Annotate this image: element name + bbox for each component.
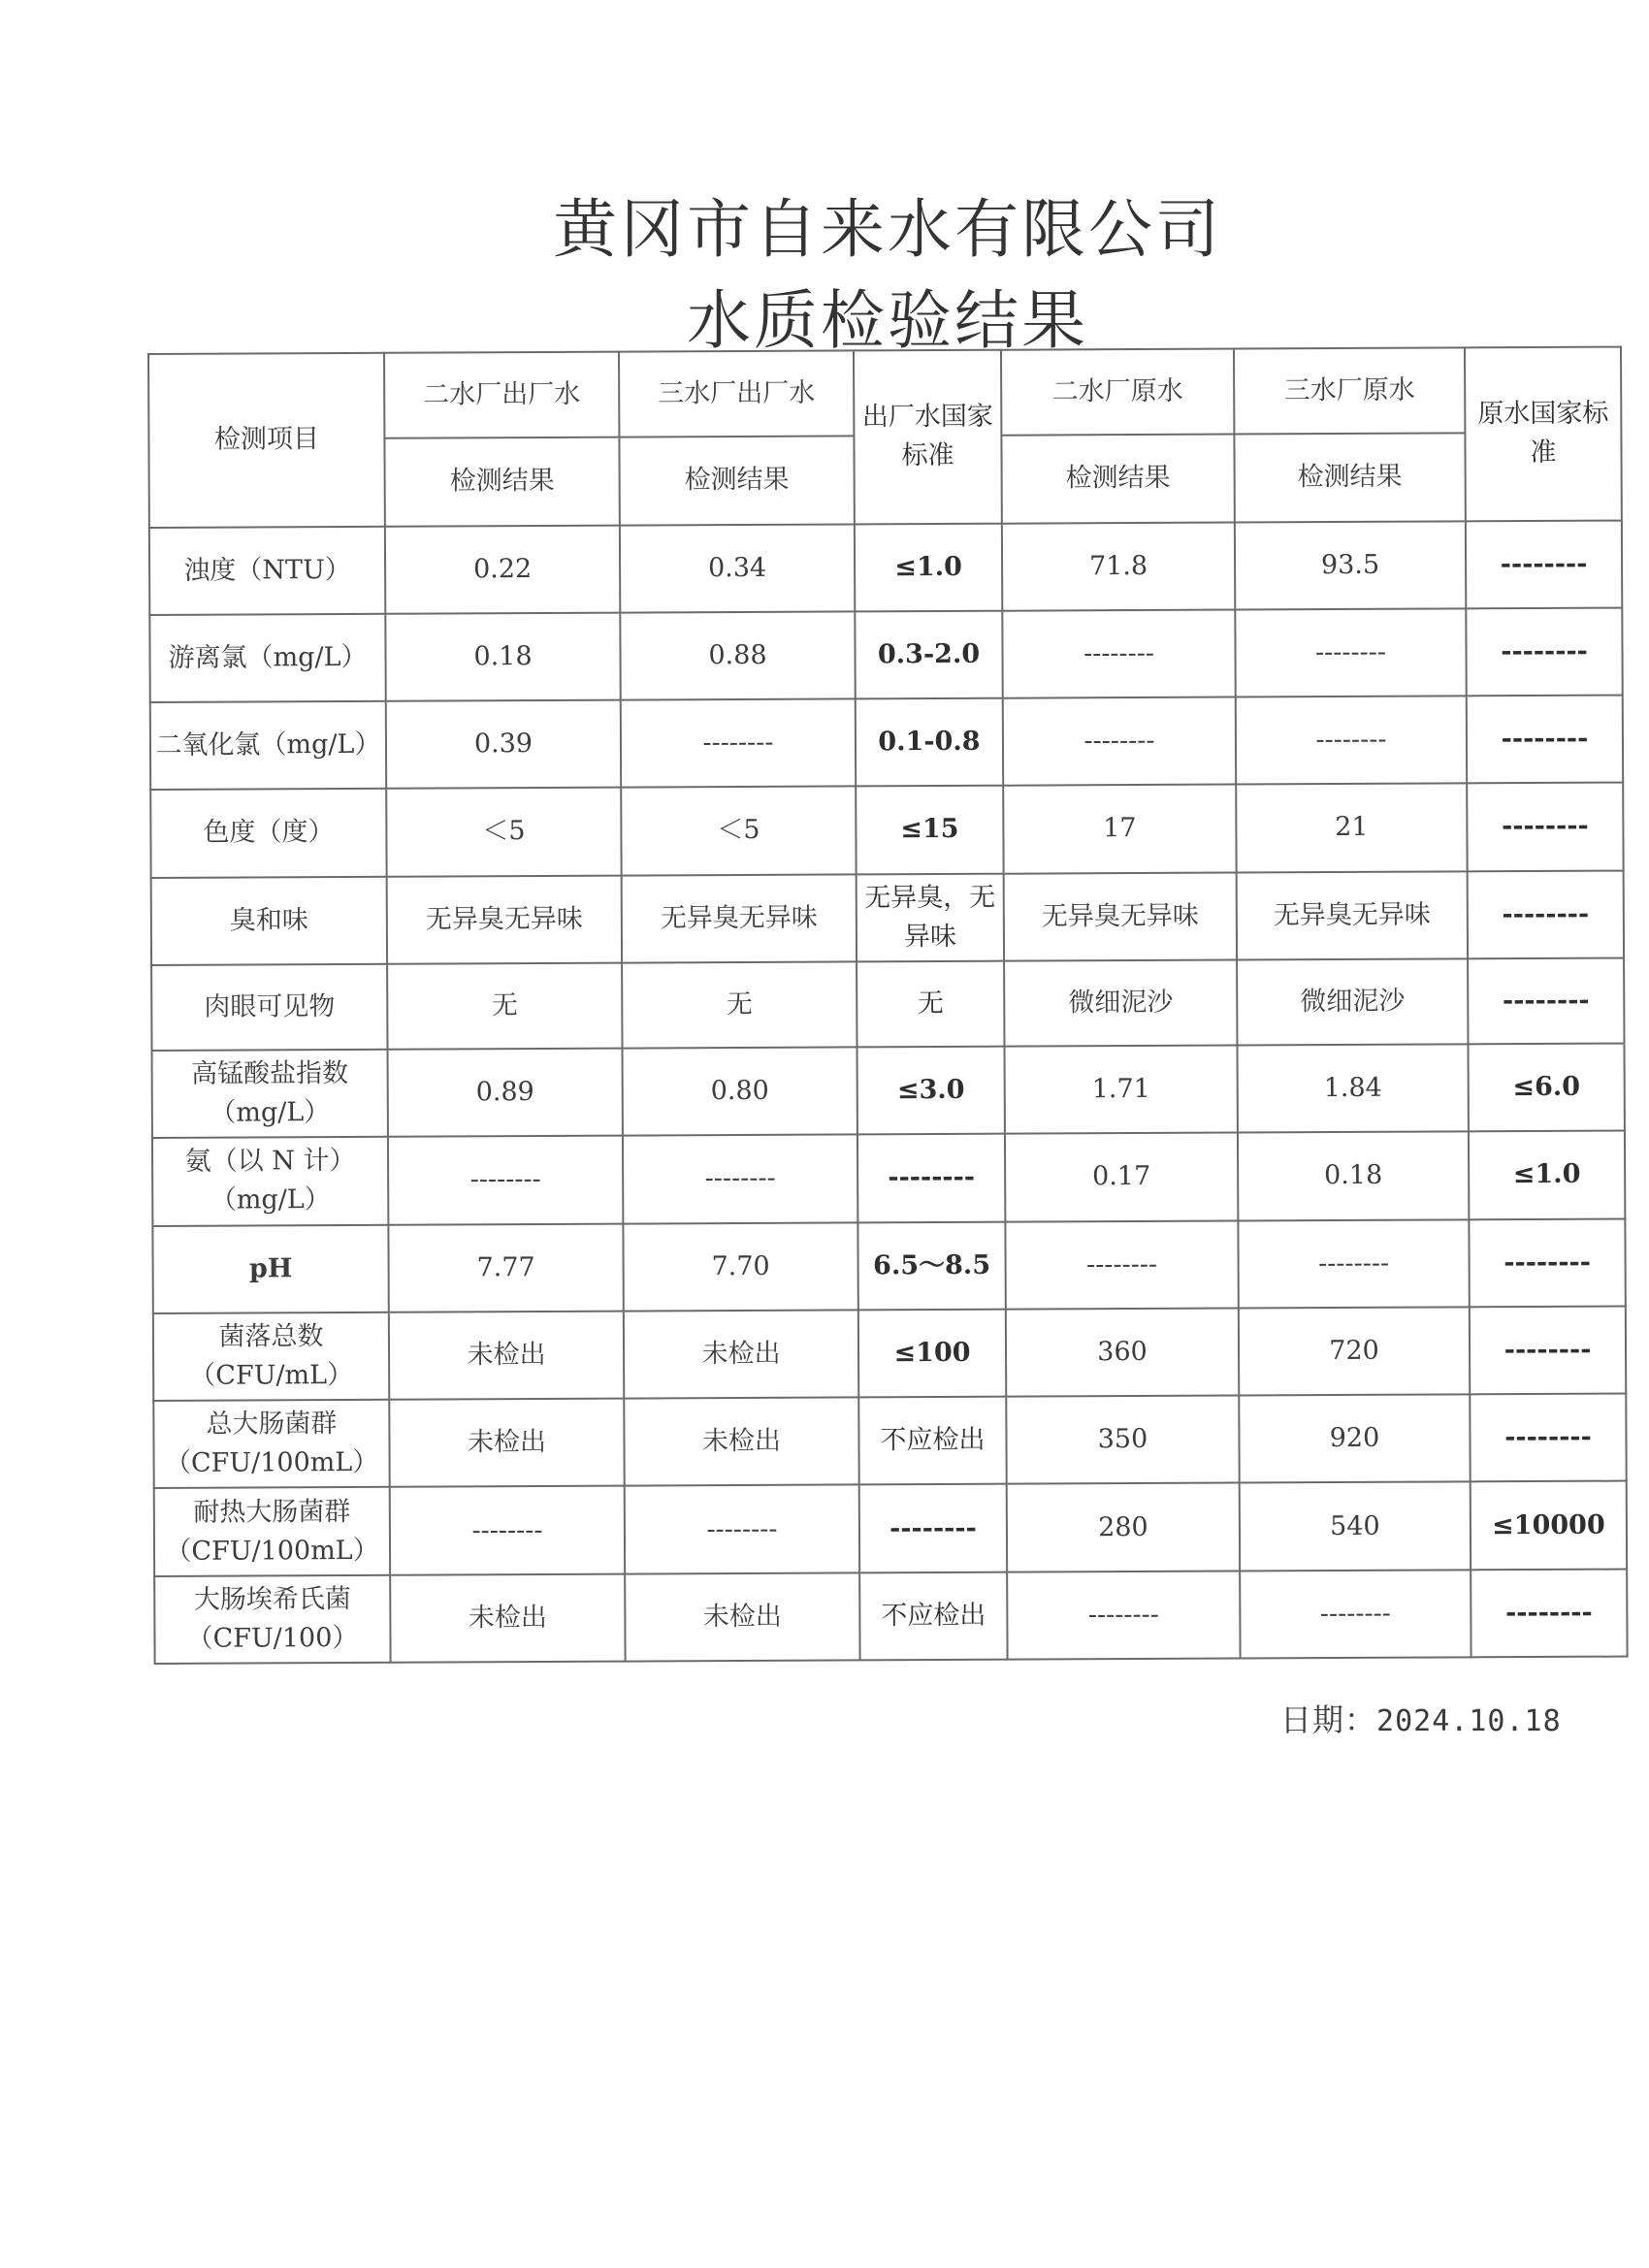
plant2-out-value: 0.89: [388, 1049, 623, 1137]
raw-standard-value: --------: [1466, 607, 1622, 696]
item-name: 浊度（NTU）: [149, 526, 385, 614]
item-name: 肉眼可见物: [151, 964, 387, 1051]
plant3-out-value: --------: [623, 1135, 857, 1223]
item-name: 大肠埃希氏菌（CFU/100）: [154, 1574, 390, 1663]
item-name: 菌落总数（CFU/mL）: [153, 1312, 389, 1401]
plant2-out-value: 无异臭无异味: [387, 875, 622, 963]
table-row: [152, 1044, 1625, 1139]
out-standard-value: --------: [859, 1484, 1007, 1572]
table-row: [154, 1569, 1627, 1664]
table-row: [151, 957, 1624, 1051]
date-label: 日期：: [1280, 1701, 1377, 1738]
out-standard-value: 无异臭，无异味: [857, 873, 1004, 961]
plant3-out-value: 0.80: [623, 1048, 857, 1136]
table-row: [152, 1218, 1625, 1313]
plant2-raw-value: 360: [1006, 1308, 1239, 1396]
header-col-out-standard: 出厂水国家标准: [854, 350, 1002, 524]
plant2-raw-value: 无异臭无异味: [1004, 872, 1237, 960]
plant3-out-value: 未检出: [624, 1398, 858, 1486]
table-row: [152, 1131, 1625, 1226]
plant3-raw-value: 无异臭无异味: [1237, 871, 1468, 959]
table-row: [149, 607, 1622, 702]
table-row: [153, 1306, 1626, 1401]
plant3-raw-value: --------: [1236, 696, 1467, 784]
raw-standard-value: --------: [1470, 1306, 1626, 1394]
plant2-raw-value: --------: [1005, 1220, 1238, 1309]
plant2-out-value: 未检出: [390, 1573, 625, 1662]
header-col-plant2-out: 二水厂出厂水: [384, 352, 619, 438]
plant2-out-value: 未检出: [389, 1399, 624, 1487]
plant2-raw-value: 1.71: [1005, 1046, 1238, 1134]
header-col-raw-standard: 原水国家标准: [1465, 347, 1622, 521]
plant3-out-value: 未检出: [624, 1310, 858, 1398]
header-col-plant3-raw: 三水厂原水: [1234, 347, 1465, 434]
raw-standard-value: --------: [1466, 520, 1622, 608]
plant3-raw-value: --------: [1238, 1219, 1469, 1308]
plant3-raw-value: 1.84: [1238, 1044, 1469, 1132]
date-value: 2024.10.18: [1376, 1704, 1562, 1738]
item-name: 氨（以 N 计）（mg/L）: [152, 1137, 388, 1225]
header-result: 检测结果: [1001, 435, 1234, 523]
plant2-raw-value: 0.17: [1005, 1133, 1238, 1221]
plant2-out-value: 0.22: [385, 525, 620, 613]
plant3-out-value: --------: [625, 1485, 859, 1573]
plant2-raw-value: --------: [1003, 697, 1236, 786]
header-result: 检测结果: [1234, 434, 1465, 522]
table-row: [150, 696, 1623, 791]
plant3-raw-value: --------: [1240, 1570, 1471, 1658]
plant2-raw-value: 350: [1006, 1396, 1239, 1484]
out-standard-value: 0.1-0.8: [856, 698, 1003, 787]
plant2-out-value: 无: [387, 962, 622, 1049]
plant2-out-value: 未检出: [389, 1312, 624, 1400]
company-title: 黄冈市自来水有限公司: [553, 192, 1222, 267]
item-name: 耐热大肠菌群（CFU/100mL）: [154, 1487, 390, 1575]
header-col-plant3-out: 三水厂出厂水: [619, 350, 854, 437]
item-name: 臭和味: [151, 876, 387, 964]
plant3-raw-value: 微细泥沙: [1237, 958, 1468, 1045]
raw-standard-value: --------: [1468, 957, 1624, 1044]
raw-standard-value: --------: [1468, 870, 1624, 958]
plant3-raw-value: 540: [1240, 1482, 1471, 1571]
item-name: pH: [152, 1224, 388, 1312]
table-row: [151, 870, 1624, 965]
raw-standard-value: ≤1.0: [1469, 1131, 1625, 1219]
title-block: [0, 184, 1649, 367]
plant3-out-value: 7.70: [623, 1222, 857, 1311]
report-title: 水质检验结果: [687, 283, 1088, 358]
table-row: [150, 783, 1623, 878]
header-row-1: [148, 347, 1621, 440]
plant2-raw-value: 17: [1003, 785, 1236, 873]
out-standard-value: 无: [857, 961, 1004, 1048]
raw-standard-value: --------: [1467, 696, 1623, 784]
item-name: 总大肠菌群（CFU/100mL）: [153, 1400, 389, 1488]
plant3-out-value: 无: [622, 961, 857, 1048]
header-result: 检测结果: [384, 437, 619, 526]
out-standard-value: ≤3.0: [857, 1047, 1005, 1135]
plant3-out-value: --------: [621, 698, 856, 787]
raw-standard-value: --------: [1469, 1218, 1625, 1307]
plant3-out-value: 未检出: [625, 1572, 859, 1661]
out-standard-value: 不应检出: [858, 1397, 1006, 1485]
plant3-raw-value: 21: [1236, 784, 1467, 872]
raw-standard-value: --------: [1470, 1394, 1626, 1482]
table-row: [154, 1481, 1627, 1576]
plant3-raw-value: --------: [1235, 608, 1466, 697]
plant2-out-value: --------: [390, 1486, 625, 1574]
raw-standard-value: --------: [1471, 1569, 1627, 1657]
plant3-raw-value: 93.5: [1235, 521, 1466, 609]
table-row: [153, 1394, 1626, 1489]
plant2-raw-value: --------: [1007, 1571, 1240, 1659]
header-item: 检测项目: [148, 353, 385, 528]
header-result: 检测结果: [619, 437, 854, 525]
plant2-raw-value: 280: [1007, 1483, 1240, 1571]
plant3-raw-value: 720: [1239, 1307, 1470, 1395]
item-name: 游离氯（mg/L）: [149, 614, 385, 702]
water-quality-table: [147, 346, 1629, 1665]
plant2-out-value: --------: [388, 1136, 623, 1224]
plant2-out-value: 0.18: [385, 612, 620, 700]
out-standard-value: 0.3-2.0: [855, 610, 1002, 698]
table-row: [149, 520, 1622, 615]
plant2-raw-value: 71.8: [1002, 522, 1235, 610]
plant3-out-value: 0.34: [620, 524, 855, 612]
out-standard-value: --------: [857, 1134, 1005, 1222]
out-standard-value: ≤1.0: [855, 523, 1002, 611]
plant3-out-value: ＜5: [621, 787, 856, 875]
item-name: 二氧化氯（mg/L）: [150, 701, 386, 790]
plant3-raw-value: 920: [1239, 1395, 1470, 1483]
item-name: 色度（度）: [150, 789, 386, 877]
item-name: 高锰酸盐指数（mg/L）: [152, 1050, 388, 1138]
plant3-out-value: 无异臭无异味: [622, 874, 857, 962]
out-standard-value: 不应检出: [859, 1571, 1007, 1660]
plant2-out-value: ＜5: [386, 788, 621, 876]
plant2-out-value: 0.39: [386, 700, 621, 789]
report-date: [1280, 1696, 1562, 1740]
raw-standard-value: ≤6.0: [1468, 1044, 1624, 1132]
plant2-raw-value: 微细泥沙: [1004, 959, 1237, 1046]
out-standard-value: 6.5～8.5: [857, 1221, 1005, 1310]
header-col-plant2-raw: 二水厂原水: [1001, 349, 1234, 436]
plant2-out-value: 7.77: [388, 1223, 623, 1312]
raw-standard-value: ≤10000: [1471, 1481, 1627, 1570]
out-standard-value: ≤100: [858, 1310, 1006, 1398]
raw-standard-value: --------: [1467, 783, 1623, 871]
out-standard-value: ≤15: [856, 786, 1003, 874]
plant3-raw-value: 0.18: [1238, 1132, 1469, 1220]
plant2-raw-value: --------: [1002, 609, 1235, 697]
plant3-out-value: 0.88: [620, 611, 855, 699]
